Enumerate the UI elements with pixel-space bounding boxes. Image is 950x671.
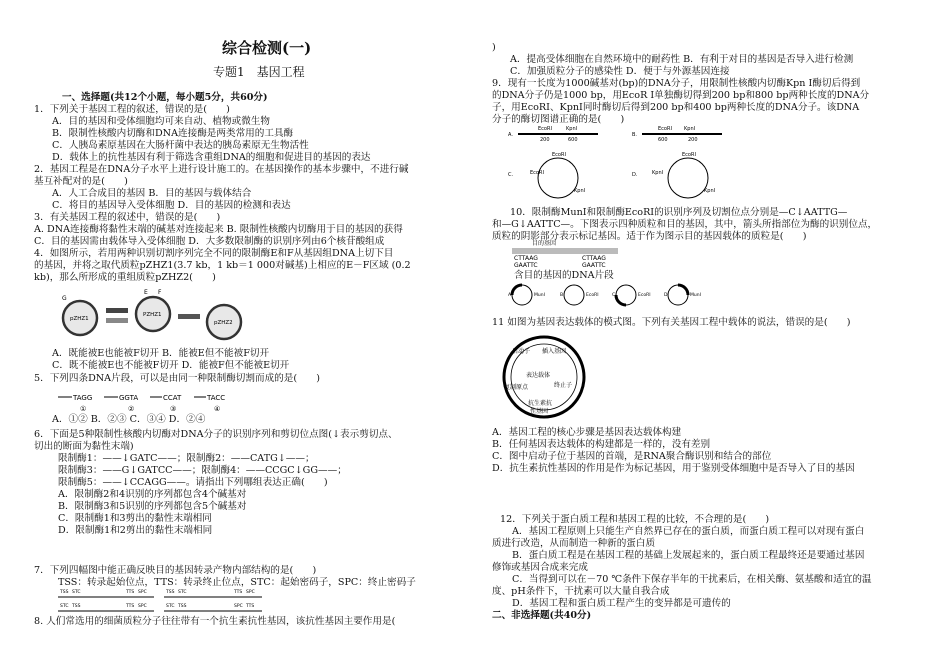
text-line-q7: 7．下列四幅图中能正确反映目的基因转录产物内部结构的是( ) [34, 565, 317, 576]
fragment-3 [150, 394, 182, 413]
q7-transcript-figure [58, 589, 268, 615]
text-line-sec1: 一、选择题(共12个小题，每小题5分，共60分) [62, 92, 268, 103]
svg-text:STC: STC [72, 590, 81, 595]
page-title: 综合检测(一) [222, 39, 312, 57]
text-line-q5a: A．①② B．②③ C．③④ D．②④ [52, 414, 206, 425]
text-line-q4a1: A．既能被E也能被F切开 B．能被E但不能被F切开 [52, 348, 270, 359]
text-line-q6d: 限制酶3：——G↓GATCC——；限制酶4：——CCGC↓GG——； [58, 465, 347, 476]
svg-text:200: 200 [688, 137, 698, 143]
q11-expression-vector-figure [498, 331, 594, 423]
text-line-q4b: 的基因，并将之取代质粒pZHZ1(3.7 kb，1 kb＝1 000对碱基)上相应的E－F区域 (0.2 [34, 260, 411, 271]
svg-text:抗生素抗: 抗生素抗 [528, 400, 553, 407]
svg-text:EcoRⅠ: EcoRⅠ [552, 152, 566, 158]
q5-dna-fragments [58, 387, 258, 413]
text-line-q10d: 含目的基因的DNA片段 [514, 270, 614, 281]
text-line-q11c: C．图中启动子位于基因的首端，是RNA聚合酶识别和结合的部位 [492, 451, 772, 462]
svg-text:EcoRⅠ: EcoRⅠ [658, 126, 672, 132]
svg-text:TTS: TTS [126, 604, 135, 609]
svg-text:SPC: SPC [138, 590, 147, 595]
text-line-q4: 4．如图所示，若用两种识别切割序列完全不同的限制酶E和F从基因组DNA上切下目 [34, 248, 394, 259]
svg-text:A: A [508, 293, 512, 298]
svg-text:STC: STC [166, 604, 175, 609]
text-line-q6c: 限制酶1：——↓GATC——；限制酶2：——CATG↓——； [58, 453, 315, 464]
text-line-r8a: A．提高受体细胞在自然环境中的耐药性 B．有利于对目的基因是否导入进行检测 [510, 54, 854, 65]
text-line-q1c: C．人胰岛素原基因在大肠杆菌中表达的胰岛素原无生物活性 [52, 140, 309, 151]
text-line-q1a: A．目的基因和受体细胞均可来自动、植物或微生物 [52, 116, 270, 127]
text-line-q2: 2．基因工程是在DNA分子水平上进行设计施工的。在基因操作的基本步骤中，不进行碱 [34, 164, 409, 175]
svg-text:③: ③ [170, 405, 177, 413]
text-line-q6b: 切出的断面为黏性末端) [34, 441, 134, 452]
svg-text:CTTAAG: CTTAAG [582, 255, 606, 262]
text-line-q2b: 基互补配对的是( ) [34, 176, 128, 187]
svg-text:STC: STC [60, 604, 69, 609]
text-line-q4c: kb)，那么所形成的重组质粒pZHZ2( ) [34, 272, 216, 283]
svg-text:EcoRⅠ: EcoRⅠ [586, 293, 599, 298]
svg-text:D: D [664, 293, 668, 298]
text-line-q3a: A. DNA连接酶将黏性末端的碱基对连接起来 B. 限制性核酸内切酶用于目的基因的获得 [34, 224, 403, 235]
svg-text:TSS: TSS [166, 590, 175, 595]
svg-text:C: C [612, 293, 616, 298]
svg-text:④: ④ [214, 405, 221, 413]
text-line-q9d: 分子的酶切图谱正确的是( ) [492, 114, 625, 125]
svg-text:复制原点: 复制原点 [504, 384, 529, 391]
text-line-q4a2: C．既不能被E也不能被F切开 D．能被F但不能被E切开 [52, 360, 290, 371]
svg-text:EcoRⅠ: EcoRⅠ [530, 170, 544, 176]
svg-text:TTS: TTS [234, 590, 243, 595]
text-line-q11d: D．抗生素抗性基因的作用是作为标记基因，用于鉴别受体细胞中是否导入了目的基因 [492, 463, 855, 474]
q9-restriction-map-figure [508, 126, 748, 206]
svg-text:TTS: TTS [126, 590, 135, 595]
svg-text:KpnⅠ: KpnⅠ [684, 126, 696, 132]
text-line-q9: 9．现有一长度为1000碱基对(bp)的DNA分子，用限制性核酸内切酶Kpn Ⅰ酶切后得到 [492, 78, 861, 89]
text-line-q8: 8. 人们常选用的细菌质粒分子往往带有一个抗生素抗性基因，该抗性基因主要作用是( [34, 616, 396, 627]
text-line-q12d: D．基因工程和蛋白质工程产生的变异都是可遗传的 [512, 598, 731, 609]
text-line-q10b: 和—G↓AATTC—。下图表示四种质粒和目的基因，其中，箭头所指部位为酶的识别位点， [492, 219, 878, 230]
dna-fragment [106, 308, 128, 313]
q4-plasmid-figure [58, 288, 248, 346]
svg-text:GAATTC: GAATTC [582, 262, 606, 269]
svg-text:TSS: TSS [60, 590, 69, 595]
text-line-q3c: C．目的基因需由载体导入受体细胞 D．大多数限制酶的识别序列由6个核苷酸组成 [34, 236, 385, 247]
svg-text:EcoRⅠ: EcoRⅠ [538, 126, 552, 132]
text-line-q9b: 的DNA分子仍是1000 bp，用EcoR Ⅰ单独酶切得到200 bp和800 bp两种长度的DNA分 [492, 90, 870, 101]
text-line-q5: 5．下列四条DNA片段，可以是由同一种限制酶切割而成的是( ) [34, 373, 321, 384]
text-line-q6a3: C．限制酶1和3剪出的黏性末端相同 [58, 513, 212, 524]
svg-text:STC: STC [178, 590, 187, 595]
svg-text:B: B [560, 293, 564, 298]
text-line-q6: 6．下面是5种限制性核酸内切酶对DNA分子的识别序列和剪切位点图(↓表示剪切点、 [34, 429, 398, 440]
svg-text:性基因: 性基因 [530, 408, 549, 415]
svg-text:表达载体: 表达载体 [526, 372, 551, 379]
text-line-q6a2: B．限制酶3和5识别的序列都包含5个碱基对 [58, 501, 247, 512]
q10-plasmid-figure [508, 240, 718, 310]
text-line-q10: 10．限制酶MunⅠ和限制酶EcoRⅠ的识别序列及切割位点分别是—C↓AATTG— [510, 207, 848, 218]
svg-text:D.: D. [632, 172, 638, 178]
svg-text:②: ② [128, 405, 135, 413]
svg-text:C.: C. [508, 172, 514, 178]
svg-text:KpnⅠ: KpnⅠ [574, 188, 586, 194]
svg-text:TSS: TSS [72, 604, 81, 609]
text-line-sec2: 二、非选择题(共40分) [492, 610, 592, 621]
text-line-q7b: TSS：转录起始位点，TTS：转录终止位点，STC：起始密码子，SPC：终止密码子 [58, 577, 416, 588]
text-line-q12c2: 度、pH条件下，干扰素可以大量自我合成 [492, 586, 670, 597]
svg-text:CTTAAG: CTTAAG [514, 255, 538, 262]
svg-text:GAATTC: GAATTC [514, 262, 538, 269]
svg-text:TACC: TACC [207, 394, 226, 402]
svg-text:TSS: TSS [178, 604, 187, 609]
svg-text:CCAT: CCAT [163, 394, 182, 402]
text-line-q12a2: 质进行改造，从而制造一种新的蛋白质 [492, 538, 656, 549]
text-line-q11a: A．基因工程的核心步骤是基因表达载体构建 [492, 427, 682, 438]
label-pzhz2: pZHZ2 [214, 320, 233, 326]
fragment-2 [104, 394, 138, 413]
text-line-q12: 12．下列关于蛋白质工程和基因工程的比较，不合理的是( ) [500, 514, 770, 525]
text-line-q12c: C．当得到可以在－70 ℃条件下保存半年的干扰素后，在相关酶、氨基酸和适宜的温 [512, 574, 872, 585]
svg-text:①: ① [80, 405, 87, 413]
text-line-q6e: 限制酶5：——↓CCAGG——。请指出下列哪组表达正确( ) [58, 477, 328, 488]
svg-text:KpnⅠ: KpnⅠ [566, 126, 578, 132]
svg-text:启动子: 启动子 [512, 348, 531, 355]
text-line-q3: 3．有关基因工程的叙述中，错误的是( ) [34, 212, 221, 223]
dna-fragment-2 [106, 318, 128, 323]
svg-text:TTS: TTS [246, 604, 255, 609]
svg-text:TAGG: TAGG [73, 394, 93, 402]
svg-text:目的基因: 目的基因 [532, 240, 557, 247]
svg-text:终止子: 终止子 [554, 382, 573, 389]
svg-text:GGTA: GGTA [119, 394, 139, 402]
text-line-q10c: 质粒的阴影部分表示标记基因。适于作为图示目的基因载体的质粒是( ) [492, 231, 807, 242]
svg-text:200: 200 [540, 137, 550, 143]
svg-text:EcoRⅠ: EcoRⅠ [682, 152, 696, 158]
text-line-r8c: C．加强质粒分子的感染性 D．便于与外源基因连接 [510, 66, 730, 77]
text-line-q6a1: A．限制酶2和4识别的序列都包含4个碱基对 [58, 489, 247, 500]
label-e: E [144, 289, 148, 296]
fragment-1 [58, 394, 92, 413]
svg-text:SPC: SPC [138, 604, 147, 609]
svg-text:MunⅠ: MunⅠ [690, 293, 701, 298]
svg-text:MunⅠ: MunⅠ [534, 293, 545, 298]
label-g: G [62, 295, 67, 302]
svg-text:KpnⅠ: KpnⅠ [652, 170, 664, 176]
svg-text:B.: B. [632, 132, 638, 138]
label-pzhz1: pZHZ1 [70, 316, 89, 322]
text-line-q12b2: 修饰或基因合成来完成 [492, 562, 588, 573]
svg-text:EcoRⅠ: EcoRⅠ [638, 293, 651, 298]
text-line-q1: 1．下列关于基因工程的叙述，错误的是( ) [34, 104, 230, 115]
svg-text:A.: A. [508, 132, 513, 138]
text-line-q11b: B．任何基因表达载体的构建都是一样的，没有差别 [492, 439, 711, 450]
text-line-q11: 11 如图为基因表达载体的模式图。下列有关基因工程中载体的说法，错误的是( ) [492, 317, 851, 328]
fragment-4 [194, 394, 225, 413]
text-line-q1b: B．限制性核酸内切酶和DNA连接酶是两类常用的工具酶 [52, 128, 294, 139]
svg-text:插入基因: 插入基因 [542, 348, 567, 355]
text-line-q12a: A．基因工程原则上只能生产自然界已存在的蛋白质，而蛋白质工程可以对现有蛋白 [512, 526, 865, 537]
page-subtitle: 专题1 基因工程 [213, 65, 305, 79]
text-line-q12b: B．蛋白质工程是在基因工程的基础上发展起来的，蛋白质工程最终还是要通过基因 [512, 550, 865, 561]
text-line-q2a2: C．将目的基因导入受体细胞 D．目的基因的检测和表达 [52, 200, 291, 211]
svg-text:600: 600 [568, 137, 578, 143]
label-pzhz1-b: PZHZ1 [143, 312, 162, 318]
text-line-q1d: D．载体上的抗性基因有利于筛选含重组DNA的细胞和促进目的基因的表达 [52, 152, 371, 163]
svg-text:600: 600 [658, 137, 668, 143]
text-line-q6a4: D．限制酶1和2剪出的黏性末端相同 [58, 525, 213, 536]
text-line-q2a1: A．人工合成目的基因 B．目的基因与载体结合 [52, 188, 252, 199]
text-line-r0: ) [492, 42, 496, 53]
svg-text:KpnⅠ: KpnⅠ [704, 188, 716, 194]
dna-fragment-3 [178, 314, 200, 319]
label-f: F [158, 289, 162, 296]
svg-text:SPC: SPC [234, 604, 243, 609]
text-line-q9c: 子，用EcoRⅠ、KpnⅠ同时酶切后得到200 bp和400 bp两种长度的DNA分子。该DNA [492, 102, 860, 113]
svg-text:SPC: SPC [246, 590, 255, 595]
